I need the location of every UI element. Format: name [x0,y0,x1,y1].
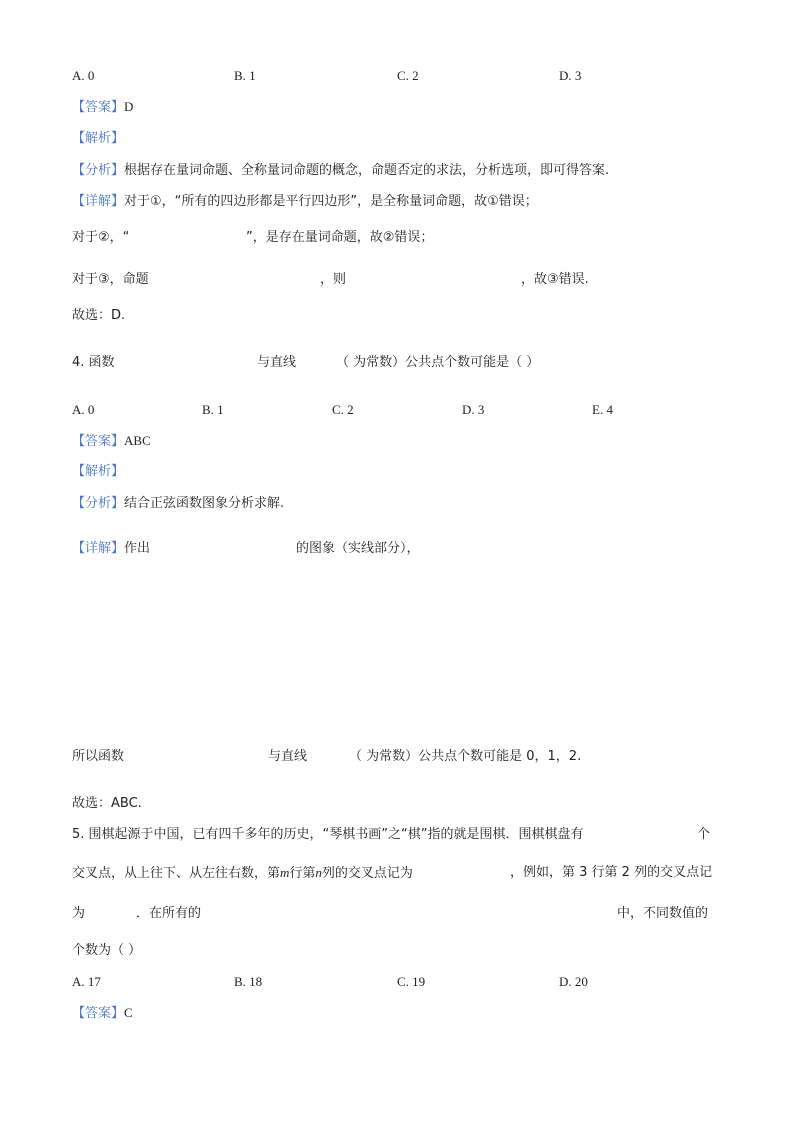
q5-line2-a: 交叉点，从上往下、从左往右数，第 [72,866,281,881]
var-n: n [315,865,322,880]
q4-stem-a: 4. 函数 [72,355,115,370]
fenxi-tag: 【分析】 [72,163,125,178]
q3-option-d: D. 3 [559,68,582,83]
q4-fenxi [72,496,284,512]
q3-line3-c: ，故③错误. [521,272,589,287]
q3-line3-a: 对于③，命题 [72,272,149,287]
q5-option-a: A. 17 [72,974,101,989]
q5-line2 [72,865,413,882]
q5-line3-c: 中，不同数值的 [617,906,709,921]
answer-value: ABC [124,433,151,448]
q5-line2-d: ，例如，第 3 行第 2 列的交叉点记 [510,865,713,880]
q5-line1-b: 个 [697,827,711,842]
q5-line3-a: 为 [72,906,86,921]
q5-option-c: C. 19 [397,974,426,989]
answer-tag: 【答案】 [72,434,125,449]
q3-xiangjie [72,194,538,210]
q4-option-b: B. 1 [202,402,224,417]
q4-concl-b: 与直线 [268,749,308,764]
xiangjie-tag: 【详解】 [72,194,125,209]
q5-line2-b: 行第 [289,866,316,881]
q4-option-a: A. 0 [72,402,95,417]
q4-answer [72,433,151,450]
q5-line1-a: 5. 围棋起源于中国，已有四千多年的历史，“琴棋书画”之“棋”指的就是围棋．围棋棋盘有 [72,827,584,842]
xiangjie-text: 作出 [124,541,151,556]
q5-line2-c: 列的交叉点记为 [321,866,413,881]
q3-line3-b: ，则 [320,272,347,287]
q4-stem-b: 与直线 [257,355,297,370]
q4-option-c: C. 2 [332,402,354,417]
q4-jiexi-tag: 【解析】 [72,464,125,479]
q4-option-e: E. 4 [592,402,613,417]
fenxi-text: 结合正弦函数图象分析求解. [124,496,285,511]
q3-jiexi-tag: 【解析】 [72,131,125,146]
q4-xiangjie [72,541,150,557]
var-m: m [280,865,290,880]
fenxi-tag: 【分析】 [72,496,125,511]
q5-option-b: B. 18 [234,974,263,989]
q3-option-c: C. 2 [397,68,419,83]
q5-option-d: D. 20 [559,974,588,989]
q5-answer [72,1005,133,1022]
q4-concl-a: 所以函数 [72,749,125,764]
answer-tag: 【答案】 [72,100,125,115]
xiangjie-text: 对于①，“所有的四边形都是平行四边形”，是全称量词命题，故①错误； [124,194,538,209]
q3-line2-a: 对于②，“ [72,230,130,245]
answer-tag: 【答案】 [72,1006,125,1021]
q3-option-a: A. 0 [72,68,95,83]
q5-line3-b: ．在所有的 [136,906,202,921]
q5-line4: 个数为（ ） [72,943,142,958]
q4-choose: 故选：ABC. [72,796,142,811]
graph-placeholder [72,570,722,740]
answer-value: C [124,1005,133,1020]
q3-choose: 故选：D. [72,308,126,323]
q3-answer [72,99,133,116]
fenxi-text: 根据存在量词命题、全称量词命题的概念，命题否定的求法，分析选项，即可得答案. [124,163,610,178]
q3-fenxi [72,163,609,179]
q4-concl-c: （ 为常数）公共点个数可能是 0，1，2. [349,749,582,764]
q4-stem-c: （ 为常数）公共点个数可能是（ ） [336,355,540,370]
answer-value: D [124,99,134,114]
q3-line2-b: ”，是存在量词命题，故②错误； [246,230,434,245]
q4-option-d: D. 3 [462,402,485,417]
xiangjie-tag: 【详解】 [72,541,125,556]
q3-option-b: B. 1 [234,68,256,83]
q4-xiangjie-b: 的图象（实线部分）， [296,541,420,556]
